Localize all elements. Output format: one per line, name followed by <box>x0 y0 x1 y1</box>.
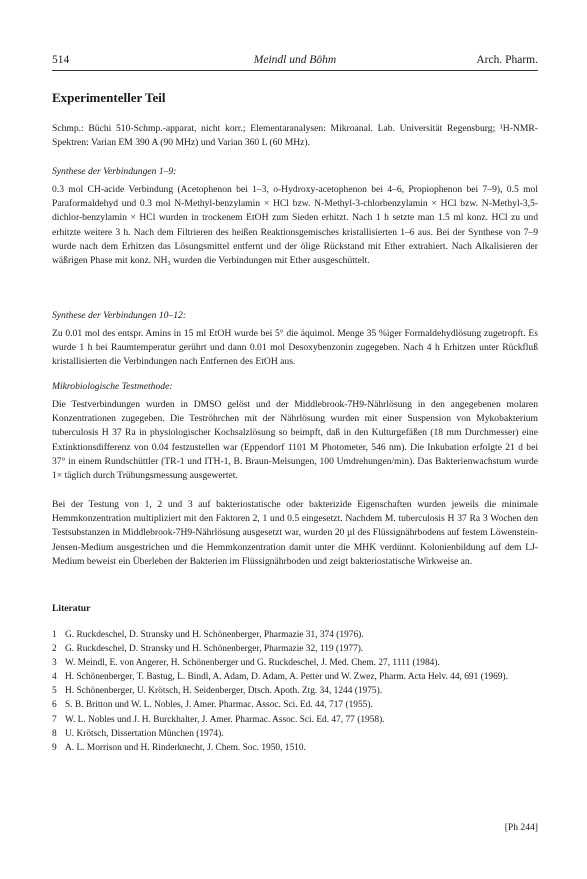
reference-list <box>52 628 538 755</box>
reference-item <box>52 741 538 755</box>
reference-number: 6 <box>52 700 57 711</box>
intro-paragraph: Schmp.: Büchi 510-Schmp.-apparat, nicht korr.; Elementaranalysen: Mikroanal. Lab. Universität Regensburg; ¹H-NMR-Spektren: Varian EM 390 A (90 MHz) und Varian 360 L (60 MHz). <box>52 123 538 149</box>
reference-number: 9 <box>52 742 57 753</box>
running-header <box>52 54 538 71</box>
microbiology-paragraph-2: Bei der Testung von 1, 2 und 3 auf bakteriostatische oder bakterizide Eigenschaften wurden jeweils die minimale Hemmkonzentration multipliziert mit den Faktoren 2, 1 und 0.5 eingesetzt. Nachdem M. tuberculosis H 37 Ra 3 Wochen den Testsubstanzen in Middlebrook-7H9-Nährlösung ausgesetzt war, wurden 20 µl des Flüssignährbodens auf festem Löwenstein-Jensen-Medium ausgestrichen und die Hemmkonzentration damit unter die MHK verdünnt. Kolonienbildung auf dem LJ-Medium beweist ein Überleben der Bakterien im Flüssignährboden und zeigt bakteriostatische Wirkweise an. <box>52 499 538 567</box>
reference-text: G. Ruckdeschel, D. Stransky und H. Schönenberger, Pharmazie 32, 119 (1977). <box>65 644 364 655</box>
journal-name: Arch. Pharm. <box>476 54 538 66</box>
reference-number: 3 <box>52 658 57 669</box>
synthesis-10-12-heading: Synthese der Verbindungen 10–12: <box>52 310 187 321</box>
reference-text: G. Ruckdeschel, D. Stransky und H. Schönenberger, Pharmazie 31, 374 (1976). <box>65 630 364 640</box>
reference-number: 8 <box>52 728 57 739</box>
reference-text: S. B. Britton und W. L. Nobles, J. Amer. Pharmac. Assoc. Sci. Ed. 44, 717 (1955). <box>65 700 373 711</box>
synthesis-1-9-heading: Synthese der Verbindungen 1–9: <box>52 166 177 177</box>
reference-number: 1 <box>52 630 57 640</box>
reference-item <box>52 727 538 741</box>
reference-number: 5 <box>52 686 57 697</box>
reference-item <box>52 713 538 727</box>
page-number: 514 <box>52 54 70 66</box>
reference-text: H. Schönenberger, U. Krötsch, H. Seidenberger, Dtsch. Apoth. Ztg. 34, 1244 (1975). <box>65 686 383 697</box>
reference-item <box>52 684 538 698</box>
reference-item <box>52 698 538 712</box>
microbiology-paragraph-1: Die Testverbindungen wurden in DMSO gelöst und der Middlebrook-7H9-Nährlösung in den angegebenen molaren Konzentrationen zugegeben. Die Teströhrchen mit der Nährlösung wurden mit einer Suspension von Mykobakterium tuberculosis H 37 Ra in physiologischer Kochsalzlösung so beimpft, daß in den Kulturgefäßen (18 mm Durchmesser) eine Extinktionsdifferenz von 0.04 festzustellen war (Eppendorf 1101 M Photometer, 546 nm). Die Inkubation erfolgte 21 d bei 37° in einem Rundschüttler (TR-1 und ITH-1, B. Braun-Melsungen, 100 Umdrehungen/min). Das Bakterienwachstum wurde 1× täglich durch Trübungsmessung ausgewertet. <box>52 399 538 482</box>
section-title: Experimenteller Teil <box>52 90 166 105</box>
reference-item <box>52 656 538 670</box>
synthesis-1-9-text: 0.3 mol CH-acide Verbindung (Acetophenon bei 1–3, o-Hydroxy-acetophenon bei 4–6, Propiophenon bei 7–9), 0.5 mol Paraformaldehyd und 0.3 mol N-Methyl-benzylamin × HCl bzw. N-Methyl-3-chlorbenzylamin × HCl bzw. N-Methyl-3,5-dichlor-benzylamin × HCl wurden in trockenem EtOH zum Sieden erhitzt. Nach 1 h setzte man 1.5 ml konz. HCl zu und erhitzte weitere 3 h. Nach dem Filtrieren des heißen Reaktionsgemisches kristallisierten 1–6 aus. Bei der Synthese von 7–9 wurde nach dem Erhitzen das Lösungsmittel entfernt und der ölige Rückstand mit Ether extrahiert. Nach Alkalisieren der wäßrigen Phase mit konz. NH₃ wurden die Verbindungen mit Ether ausgeschüttelt. <box>52 184 538 267</box>
synthesis-10-12-text: Zu 0.01 mol des entspr. Amins in 15 ml EtOH wurde bei 5° die äquimol. Menge 35 %iger Formaldehydlösung zugetropft. Es wurde 1 h bei Raumtemperatur gerührt und dann 0.01 mol Desoxybenzonin zugegeben. Nach 4 h Erhitzen unter Rückfluß kristallisierten die Verbindungen nach Entfernen des EtOH aus. <box>52 328 538 368</box>
reference-number: 4 <box>52 672 57 683</box>
reference-text: H. Schönenberger, T. Bastug, L. Bindl, A. Adam, D. Adam, A. Petter und W. Zwez, Pharm. Acta Helv. 44, 691 (1969). <box>65 672 508 683</box>
reference-item <box>52 670 538 684</box>
reference-item <box>52 628 538 642</box>
running-authors: Meindl und Böhm <box>253 54 337 66</box>
reference-item <box>52 642 538 656</box>
reference-text: W. Meindl, E. von Angerer, H. Schönenberger und G. Ruckdeschel, J. Med. Chem. 27, 1111 (1984). <box>65 658 440 669</box>
microbiology-heading: Mikrobiologische Testmethode: <box>52 381 173 392</box>
reference-text: U. Krötsch, Dissertation München (1974). <box>65 728 224 739</box>
literature-heading: Literatur <box>52 603 91 614</box>
reference-text: A. L. Morrison und H. Rinderknecht, J. Chem. Soc. 1950, 1510. <box>65 742 306 753</box>
reference-number: 7 <box>52 714 57 725</box>
manuscript-tag: [Ph 244] <box>504 822 538 833</box>
reference-text: W. L. Nobles und J. H. Burckhalter, J. Amer. Pharmac. Assoc. Sci. Ed. 47, 77 (1958). <box>65 714 385 725</box>
reference-number: 2 <box>52 644 57 655</box>
